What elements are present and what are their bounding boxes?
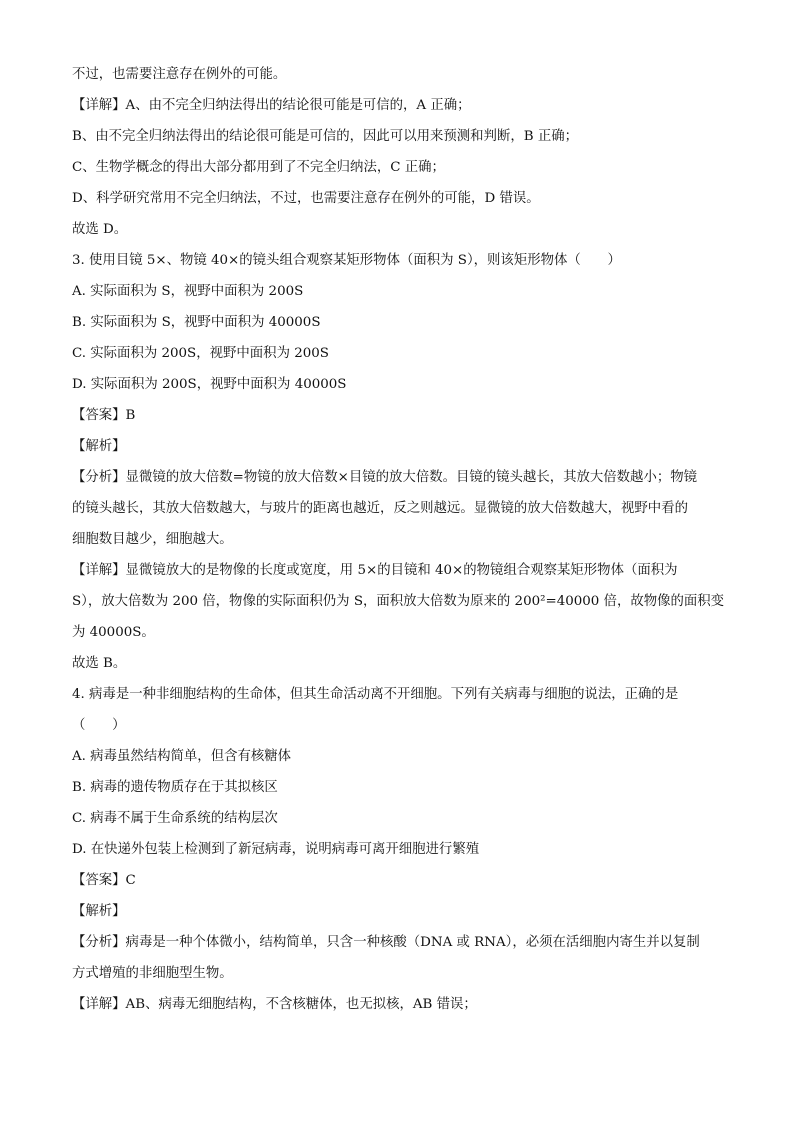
analysis-heading: 【解析】 [72, 904, 126, 919]
text-line: 故选 D。 [72, 222, 128, 237]
question-4-stem: 4. 病毒是一种非细胞结构的生命体，但其生命活动离不开细胞。下列有关病毒与细胞的说法，正确的是 [72, 687, 679, 702]
text-line: 【详解】显微镜放大的是物像的长度或宽度，用 5×的目镜和 40×的物镜组合观察某矩形物体（面积为 [72, 563, 678, 578]
text-line: 的镜头越长，其放大倍数越大，与玻片的距离也越近，反之则越远。显微镜的放大倍数越大，视野中看的 [72, 501, 688, 516]
text-line: 方式增殖的非细胞型生物。 [72, 966, 233, 981]
question-3-stem: 3. 使用目镜 5×、物镜 40×的镜头组合观察某矩形物体（面积为 S），则该矩形物体（ ） [72, 253, 621, 268]
text-line: 细胞数目越少，细胞越大。 [72, 532, 233, 547]
text-line: 【分析】病毒是一种个体微小，结构简单，只含一种核酸（DNA 或 RNA），必须在活细胞内寄生并以复制 [72, 935, 700, 950]
option-b: B. 病毒的遗传物质存在于其拟核区 [72, 780, 278, 795]
option-a: A. 病毒虽然结构简单，但含有核糖体 [72, 749, 292, 764]
text-line: 【详解】A、由不完全归纳法得出的结论很可能是可信的，A 正确； [72, 98, 471, 113]
option-b: B. 实际面积为 S，视野中面积为 40000S [72, 315, 321, 330]
option-a: A. 实际面积为 S，视野中面积为 200S [72, 284, 304, 299]
analysis-heading: 【解析】 [72, 439, 126, 454]
option-d: D. 实际面积为 200S，视野中面积为 40000S [72, 377, 347, 392]
text-line: S），放大倍数为 200 倍，物像的实际面积仍为 S，面积放大倍数为原来的 200²=40000 倍，故物像的面积变 [72, 594, 725, 609]
text-line: 【分析】显微镜的放大倍数=物镜的放大倍数×目镜的放大倍数。目镜的镜头越长，其放大倍数越小；物镜 [72, 470, 698, 485]
text-line: D、科学研究常用不完全归纳法，不过，也需要注意存在例外的可能，D 错误。 [72, 191, 540, 206]
answer: 【答案】C [72, 873, 136, 888]
text-line: C、生物学概念的得出大部分都用到了不完全归纳法，C 正确； [72, 160, 445, 175]
text-line: B、由不完全归纳法得出的结论很可能是可信的，因此可以用来预测和判断，B 正确； [72, 129, 578, 144]
text-line: 【详解】AB、病毒无细胞结构，不含核糖体，也无拟核，AB 错误； [72, 997, 477, 1012]
option-c: C. 实际面积为 200S，视野中面积为 200S [72, 346, 329, 361]
text-line: 为 40000S。 [72, 625, 155, 640]
option-c: C. 病毒不属于生命系统的结构层次 [72, 811, 278, 826]
answer: 【答案】B [72, 408, 136, 423]
text-line: 故选 B。 [72, 656, 127, 671]
text-line: （ ） [72, 718, 126, 733]
text-line: 不过，也需要注意存在例外的可能。 [72, 67, 287, 82]
option-d: D. 在快递外包装上检测到了新冠病毒，说明病毒可离开细胞进行繁殖 [72, 842, 480, 857]
